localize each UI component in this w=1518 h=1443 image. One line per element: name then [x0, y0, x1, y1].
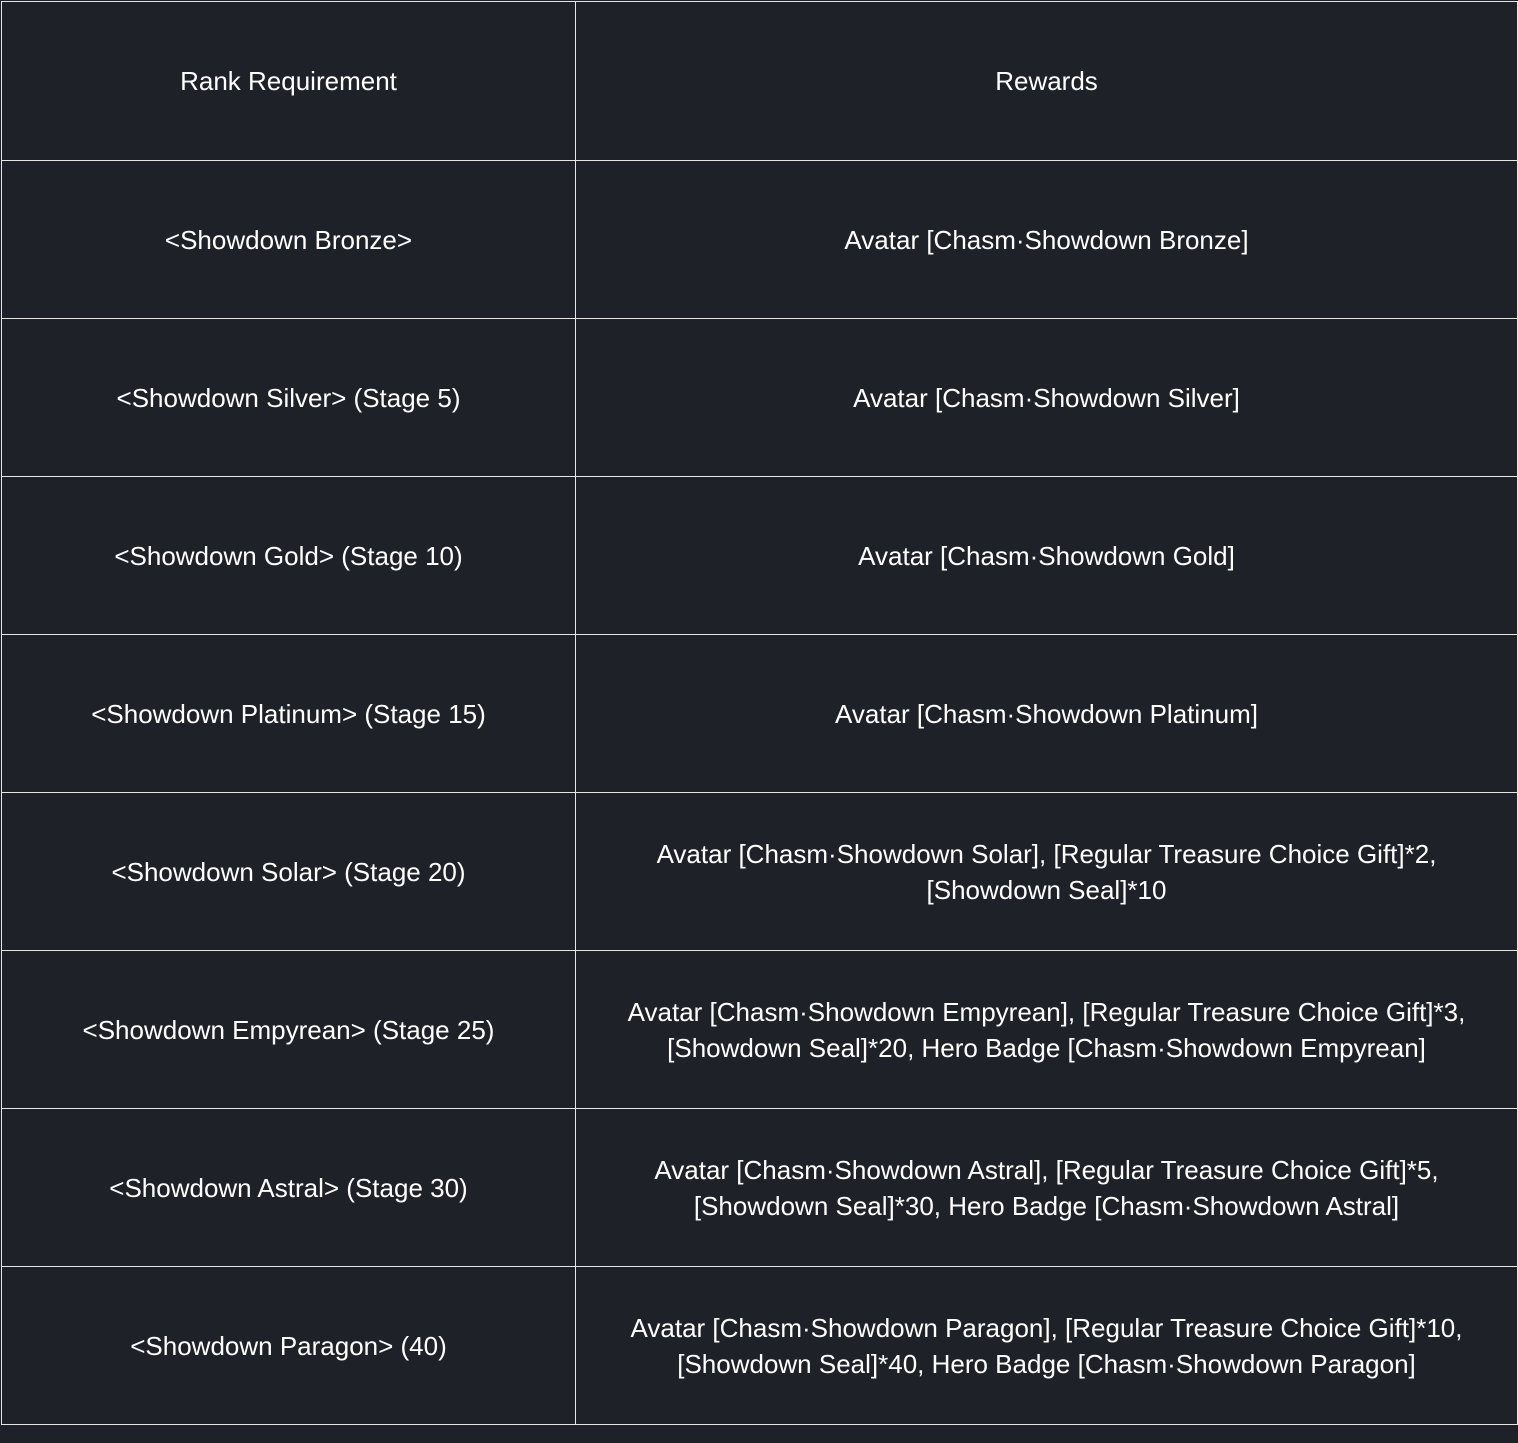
table-header-row	[2, 2, 1518, 161]
table-row	[2, 1109, 1518, 1267]
table-row	[2, 161, 1518, 319]
table-row	[2, 793, 1518, 951]
rewards-cell: Avatar [Chasm·Showdown Solar], [Regular Treasure Choice Gift]*2, [Showdown Seal]*10	[576, 793, 1518, 951]
table-row	[2, 635, 1518, 793]
rewards-cell: Avatar [Chasm·Showdown Bronze]	[576, 161, 1518, 319]
rank-rewards-table	[1, 1, 1518, 1425]
rank-cell: <Showdown Paragon> (40)	[2, 1267, 576, 1425]
table-row	[2, 319, 1518, 477]
table-row	[2, 951, 1518, 1109]
rewards-cell: Avatar [Chasm·Showdown Empyrean], [Regular Treasure Choice Gift]*3, [Showdown Seal]*20, Hero Badge [Chasm·Showdown Empyrean]	[576, 951, 1518, 1109]
table-row	[2, 1267, 1518, 1425]
table-row	[2, 477, 1518, 635]
rank-cell: <Showdown Solar> (Stage 20)	[2, 793, 576, 951]
rank-cell: <Showdown Astral> (Stage 30)	[2, 1109, 576, 1267]
rewards-cell: Avatar [Chasm·Showdown Silver]	[576, 319, 1518, 477]
rank-cell: <Showdown Platinum> (Stage 15)	[2, 635, 576, 793]
header-rewards: Rewards	[576, 2, 1518, 161]
header-rank-requirement: Rank Requirement	[2, 2, 576, 161]
rank-cell: <Showdown Silver> (Stage 5)	[2, 319, 576, 477]
rank-cell: <Showdown Empyrean> (Stage 25)	[2, 951, 576, 1109]
rank-cell: <Showdown Bronze>	[2, 161, 576, 319]
rank-cell: <Showdown Gold> (Stage 10)	[2, 477, 576, 635]
rewards-cell: Avatar [Chasm·Showdown Platinum]	[576, 635, 1518, 793]
rewards-cell: Avatar [Chasm·Showdown Paragon], [Regular Treasure Choice Gift]*10, [Showdown Seal]*40, Hero Badge [Chasm·Showdown Paragon]	[576, 1267, 1518, 1425]
rewards-cell: Avatar [Chasm·Showdown Gold]	[576, 477, 1518, 635]
rewards-cell: Avatar [Chasm·Showdown Astral], [Regular Treasure Choice Gift]*5, [Showdown Seal]*30, Hero Badge [Chasm·Showdown Astral]	[576, 1109, 1518, 1267]
